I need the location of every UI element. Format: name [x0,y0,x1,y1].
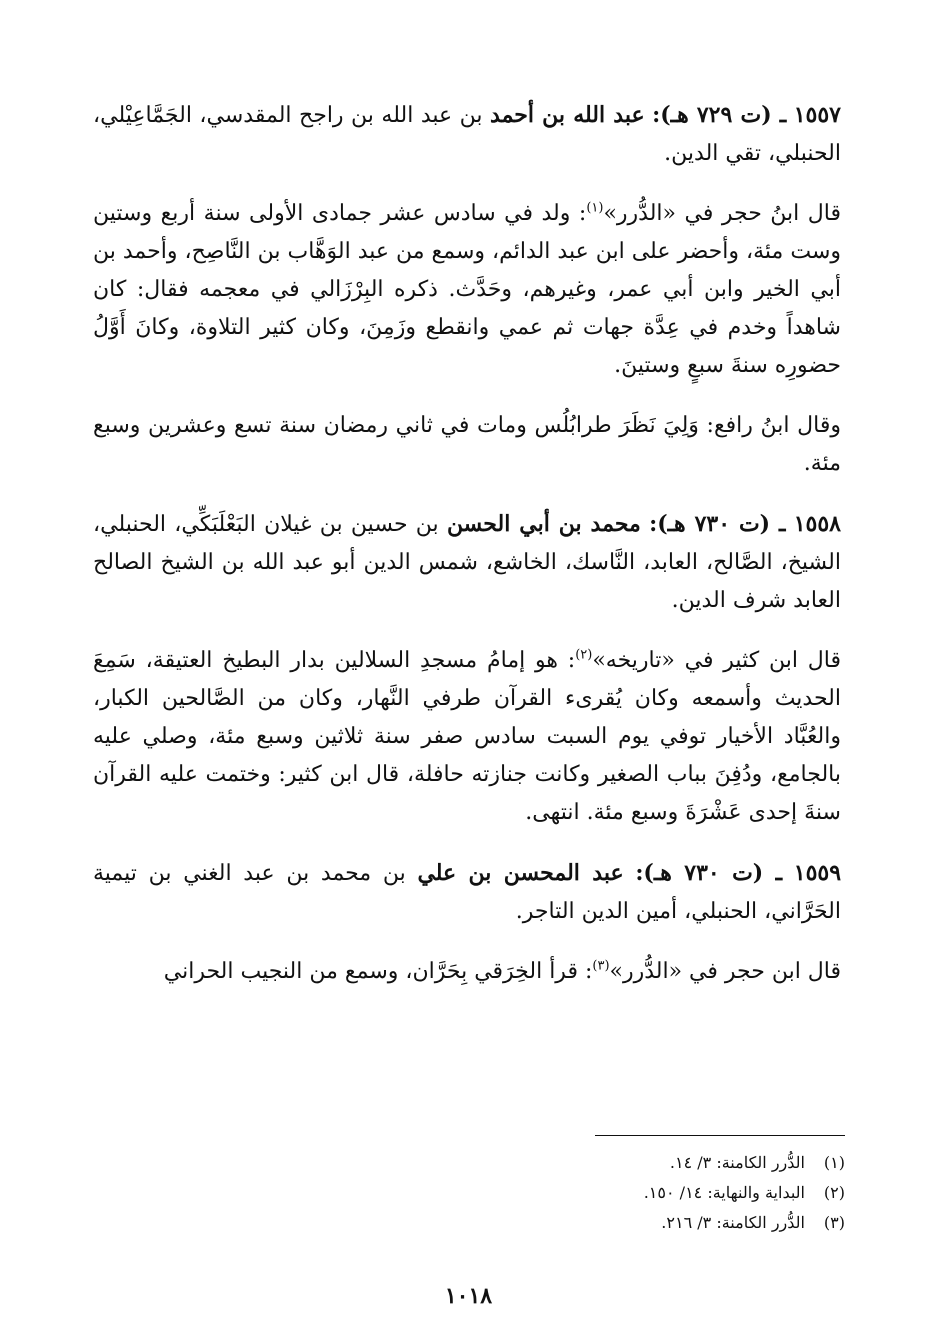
biography-entry-1559 [93,854,841,991]
footnote-number: (٢) [823,1183,845,1202]
entry-paragraph [93,953,841,991]
entry-heading [93,505,841,620]
footnote-2 [590,1178,845,1208]
entry-heading [93,854,841,931]
paragraph-text: : هو إمامُ مسجدِ السلالين بدار البطيخ العتيقة، سَمِعَ الحديث وأسمعه وكان يُقرىء القرآن طرفي النَّهار، وكان من الصَّالحين الكبار، والعُبَّاد الأخيار توفي يوم السبت سادس صفر سنة ثلاثين وسبع مئة، وصلي عليه بالجامع، ودُفِنَ بباب الصغير وكانت جنازته حافلة، قال ابن كثير: وختمت عليه القرآن سنةَ إحدى عَشْرَةَ وسبع مئة. انتهى. [93,648,841,825]
entry-name: عبد المحسن بن علي [417,860,624,886]
entry-number: ١٥٥٧ [793,102,841,128]
paragraph-source: قال ابن حجر في «الدُّرر» [609,959,841,984]
paragraph-text: وقال ابنُ رافع: وَلِيَ نَظَرَ طرابُلُس ومات في ثاني رمضان سنة تسع وعشرين وسبع مئة. [93,413,841,476]
footnote-ref-2[interactable]: (٢) [575,647,593,663]
entry-lineage: بن محمد بن عبد الغني بن تيمية الحَرَّاني، الحنبلي، أمين الدين التاجر. [93,861,841,924]
entry-death-date: ـ (ت ٧٢٩ هـ): [652,102,787,128]
entry-name: محمد بن أبي الحسن [446,511,641,537]
entry-lineage: بن عبد الله بن راجح المقدسي، الجَمَّاعِيْلي، الحنبلي، تقي الدين. [93,103,841,166]
footnote-text: الدُّرر الكامنة: ٣/ ١٤. [669,1153,805,1172]
entry-lineage: بن حسين بن غيلان البَعْلَبَكِّي، الحنبلي، الشيخ، الصَّالح، العابد، النَّاسك، الخاشع، شمس الدين أبو عبد الله بن الشيخ الصالح العابد شرف الدين. [93,512,841,613]
footnote-divider [595,1135,845,1136]
paragraph-source: قال ابن كثير في «تاريخه» [592,648,841,673]
page-body [93,96,841,991]
entry-number: ١٥٥٩ [793,860,842,886]
footnotes-section [590,1135,845,1238]
page-number: ١٠١٨ [444,1283,493,1309]
biography-entry-1558 [93,505,841,832]
footnote-3 [590,1208,845,1238]
entry-death-date: ـ (ت ٧٣٠ هـ): [635,860,783,886]
entry-paragraph [93,642,841,832]
footnote-ref-1[interactable]: (١) [586,200,604,216]
footnote-text: الدُّرر الكامنة: ٣/ ٢١٦. [661,1213,805,1232]
entry-name: عبد الله بن أحمد [490,102,645,128]
entry-number: ١٥٥٨ [793,511,841,537]
entry-paragraph [93,195,841,385]
entry-heading [93,96,841,173]
biography-entry-1557 [93,96,841,483]
entry-death-date: ـ (ت ٧٣٠ هـ): [649,511,786,537]
entry-paragraph [93,407,841,483]
footnote-ref-3[interactable]: (٣) [592,958,610,974]
paragraph-source: قال ابنُ حجر في «الدُّرر» [603,201,842,226]
footnote-text: البداية والنهاية: ١٤/ ١٥٠. [643,1183,805,1202]
paragraph-text: : قرأ الخِرَقي بِحَرَّان، وسمع من النجيب الحراني [163,959,593,984]
paragraph-text: : ولد في سادس عشر جمادى الأولى سنة أربع وستين وست مئة، وأحضر على ابن عبد الدائم، وسمع من عبد الوَهَّاب بن النَّاصِح، وأحمد بن أبي الخير وابن أبي عمر، وغيرهم، وحَدَّث. ذكره البِرْزَالي في معجمه فقال: كان شاهداً وخدم في عِدَّة جهات ثم عمي وانقطع وزَمِنَ، وكان كثير التلاوة، وكانَ أَوَّلُ حضورِه سنةَ سبعٍ وستينَ. [93,201,841,378]
footnote-number: (١) [823,1153,845,1172]
footnote-number: (٣) [823,1213,845,1232]
footnote-1 [590,1148,845,1178]
